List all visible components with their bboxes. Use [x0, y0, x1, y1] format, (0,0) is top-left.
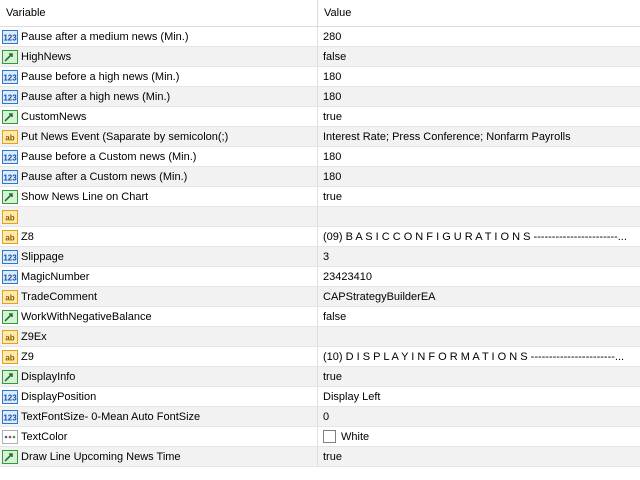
string-type-icon: [2, 290, 18, 304]
variable-cell: [0, 167, 318, 186]
input-row[interactable]: [0, 107, 640, 127]
variable-cell: [0, 427, 318, 446]
number-type-icon: [2, 410, 18, 424]
variable-value: 0: [323, 410, 330, 423]
svg-text:ab: ab: [5, 133, 15, 142]
color-swatch[interactable]: [323, 430, 336, 443]
variable-name: Z8: [21, 230, 34, 243]
variable-cell: [0, 347, 318, 366]
variable-value: (10) D I S P L A Y I N F O R M A T I O N S -----------------------...: [323, 350, 625, 363]
string-type-icon: [2, 130, 18, 144]
boolean-type-icon: [2, 50, 18, 64]
variable-cell: [0, 287, 318, 306]
value-cell[interactable]: [318, 287, 640, 306]
svg-text:123: 123: [3, 93, 17, 102]
svg-text:123: 123: [3, 173, 17, 182]
variable-value: CAPStrategyBuilderEA: [323, 290, 436, 303]
variable-value: White: [341, 430, 370, 443]
variable-value: 180: [323, 170, 342, 183]
variable-name: TradeComment: [21, 290, 98, 303]
variable-name: Slippage: [21, 250, 64, 263]
variable-cell: [0, 27, 318, 46]
input-row[interactable]: [0, 267, 640, 287]
input-row[interactable]: [0, 247, 640, 267]
variable-value: true: [323, 110, 342, 123]
variable-name: TextFontSize- 0-Mean Auto FontSize: [21, 410, 201, 423]
input-row[interactable]: [0, 67, 640, 87]
value-cell[interactable]: [318, 167, 640, 186]
boolean-type-icon: [2, 370, 18, 384]
variable-cell: [0, 307, 318, 326]
grid-header: [0, 0, 640, 27]
svg-text:123: 123: [3, 393, 17, 402]
boolean-type-icon: [2, 450, 18, 464]
number-type-icon: [2, 270, 18, 284]
variable-cell: [0, 447, 318, 466]
variable-value: 3: [323, 250, 330, 263]
input-row[interactable]: [0, 387, 640, 407]
variable-name: CustomNews: [21, 110, 87, 123]
column-header-value[interactable]: Value: [324, 7, 352, 19]
svg-text:ab: ab: [5, 213, 15, 222]
variable-name: DisplayInfo: [21, 370, 76, 383]
value-cell[interactable]: [318, 387, 640, 406]
variable-cell: [0, 187, 318, 206]
svg-text:123: 123: [3, 153, 17, 162]
value-cell[interactable]: [318, 267, 640, 286]
value-cell[interactable]: [318, 227, 640, 246]
svg-text:123: 123: [3, 273, 17, 282]
svg-text:123: 123: [3, 413, 17, 422]
grid-body: [0, 27, 640, 467]
value-cell[interactable]: [318, 347, 640, 366]
svg-text:123: 123: [3, 73, 17, 82]
variable-name: Z9Ex: [21, 330, 47, 343]
number-type-icon: [2, 70, 18, 84]
variable-value: false: [323, 50, 347, 63]
variable-name: Draw Line Upcoming News Time: [21, 450, 181, 463]
number-type-icon: [2, 390, 18, 404]
variable-cell: [0, 367, 318, 386]
variable-name: HighNews: [21, 50, 72, 63]
svg-text:ab: ab: [5, 333, 15, 342]
value-cell[interactable]: [318, 407, 640, 426]
number-type-icon: [2, 150, 18, 164]
input-row[interactable]: [0, 347, 640, 367]
number-type-icon: [2, 90, 18, 104]
svg-text:ab: ab: [5, 353, 15, 362]
input-row[interactable]: [0, 27, 640, 47]
boolean-type-icon: [2, 190, 18, 204]
variable-value: true: [323, 450, 342, 463]
column-header-variable[interactable]: Variable: [0, 0, 318, 26]
variable-value: 280: [323, 30, 342, 43]
variable-name: MagicNumber: [21, 270, 90, 283]
variable-cell: [0, 107, 318, 126]
value-cell[interactable]: [318, 207, 640, 226]
input-row[interactable]: [0, 207, 640, 227]
input-row[interactable]: [0, 427, 640, 447]
value-cell[interactable]: [318, 307, 640, 326]
variable-name: TextColor: [21, 430, 68, 443]
value-cell[interactable]: [318, 447, 640, 466]
input-row[interactable]: [0, 187, 640, 207]
variable-name: Pause before a Custom news (Min.): [21, 150, 197, 163]
value-cell[interactable]: [318, 247, 640, 266]
variable-cell: [0, 67, 318, 86]
svg-text:123: 123: [3, 253, 17, 262]
variable-name: Pause before a high news (Min.): [21, 70, 180, 83]
value-cell[interactable]: [318, 327, 640, 346]
variable-cell: [0, 327, 318, 346]
string-type-icon: [2, 330, 18, 344]
value-cell[interactable]: [318, 27, 640, 46]
input-row[interactable]: [0, 367, 640, 387]
input-row[interactable]: [0, 287, 640, 307]
variable-name: DisplayPosition: [21, 390, 97, 403]
variable-cell: [0, 47, 318, 66]
number-type-icon: [2, 170, 18, 184]
variable-name: Pause after a high news (Min.): [21, 90, 171, 103]
input-row[interactable]: [0, 147, 640, 167]
input-row[interactable]: [0, 407, 640, 427]
variable-value: true: [323, 190, 342, 203]
svg-text:123: 123: [3, 33, 17, 42]
input-row[interactable]: [0, 447, 640, 467]
variable-name: Z9: [21, 350, 34, 363]
value-cell[interactable]: [318, 67, 640, 86]
variable-cell: [0, 267, 318, 286]
number-type-icon: [2, 250, 18, 264]
variable-value: Display Left: [323, 390, 381, 403]
value-cell[interactable]: [318, 47, 640, 66]
input-row[interactable]: [0, 87, 640, 107]
string-type-icon: [2, 210, 18, 224]
number-type-icon: [2, 30, 18, 44]
variable-cell: [0, 227, 318, 246]
svg-text:ab: ab: [5, 233, 15, 242]
variable-value: 180: [323, 70, 342, 83]
variable-cell: [0, 127, 318, 146]
value-cell[interactable]: [318, 147, 640, 166]
input-row[interactable]: [0, 327, 640, 347]
value-cell[interactable]: [318, 427, 640, 446]
svg-text:ab: ab: [5, 293, 15, 302]
string-type-icon: [2, 230, 18, 244]
variable-cell: [0, 147, 318, 166]
variable-value: 180: [323, 150, 342, 163]
variable-name: Show News Line on Chart: [21, 190, 149, 203]
variable-name: Put News Event (Saparate by semicolon(;): [21, 130, 229, 143]
input-row[interactable]: [0, 127, 640, 147]
color-type-icon: [2, 430, 18, 444]
boolean-type-icon: [2, 310, 18, 324]
string-type-icon: [2, 350, 18, 364]
input-row[interactable]: [0, 227, 640, 247]
value-cell[interactable]: [318, 107, 640, 126]
variable-value: 180: [323, 90, 342, 103]
variable-cell: [0, 87, 318, 106]
variable-cell: [0, 387, 318, 406]
variable-name: Pause after a medium news (Min.): [21, 30, 189, 43]
variable-value: 23423410: [323, 270, 372, 283]
value-cell[interactable]: [318, 367, 640, 386]
value-cell[interactable]: [318, 187, 640, 206]
input-row[interactable]: [0, 307, 640, 327]
variable-cell: [0, 247, 318, 266]
input-row[interactable]: [0, 167, 640, 187]
variable-value: true: [323, 370, 342, 383]
variable-name: WorkWithNegativeBalance: [21, 310, 152, 323]
value-cell[interactable]: [318, 87, 640, 106]
variable-value: (09) B A S I C C O N F I G U R A T I O N S -----------------------...: [323, 230, 627, 243]
variable-cell: [0, 407, 318, 426]
boolean-type-icon: [2, 110, 18, 124]
value-cell[interactable]: [318, 127, 640, 146]
variable-value: false: [323, 310, 347, 323]
variable-name: Pause after a Custom news (Min.): [21, 170, 188, 183]
input-row[interactable]: [0, 47, 640, 67]
variable-value: Interest Rate; Press Conference; Nonfarm Payrolls: [323, 130, 571, 143]
variable-cell: [0, 207, 318, 226]
